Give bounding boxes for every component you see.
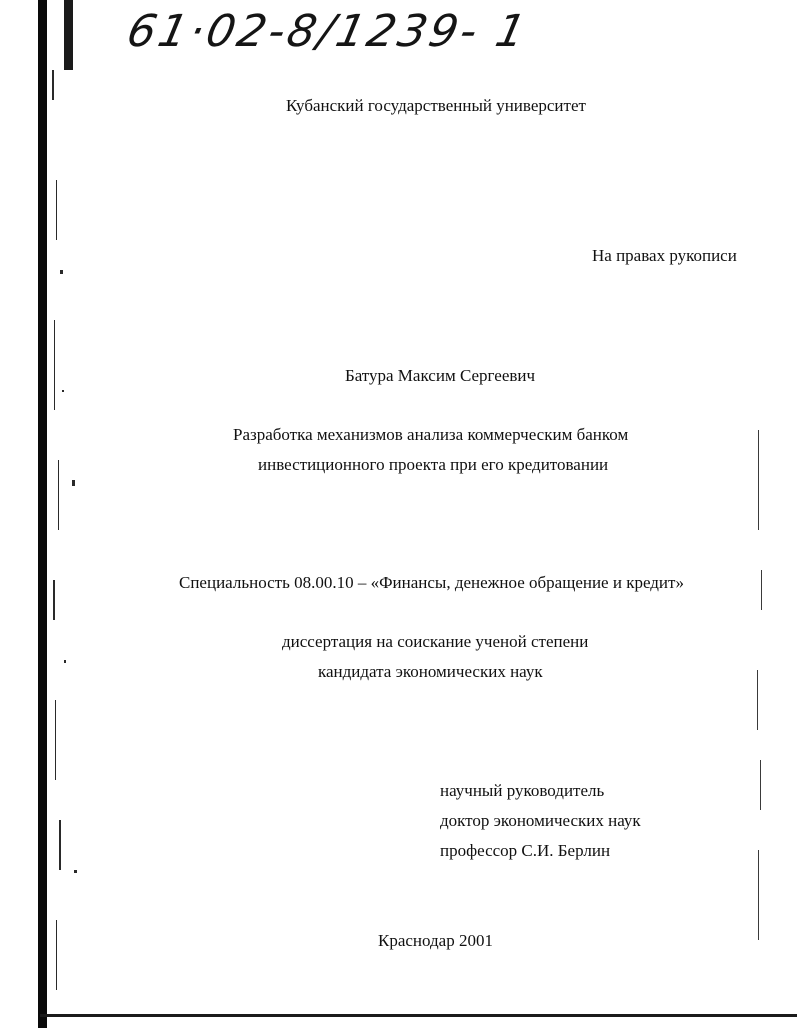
degree-line-1: диссертация на соискание ученой степени	[282, 632, 589, 651]
handwritten-archive-number: 61·02-8/1239- 1	[122, 6, 533, 57]
degree-line-2: кандидата экономических наук	[318, 662, 543, 681]
university-name: Кубанский государственный университет	[286, 96, 586, 115]
scan-noise-right	[752, 430, 772, 990]
scan-bottom-edge	[40, 1014, 797, 1017]
scan-binding-edge	[38, 0, 47, 1028]
rights-note: На правах рукописи	[592, 246, 737, 265]
supervisor-name: профессор С.И. Берлин	[440, 841, 611, 860]
dissertation-title-line-2: инвестиционного проекта при его кредитовании	[258, 455, 609, 474]
specialty: Специальность 08.00.10 – «Финансы, денежное обращение и кредит»	[179, 573, 684, 592]
city-year: Краснодар 2001	[378, 931, 493, 950]
author-name: Батура Максим Сергеевич	[344, 366, 536, 385]
supervisor-degree: доктор экономических наук	[440, 811, 641, 830]
supervisor-role: научный руководитель	[440, 781, 605, 800]
scan-noise-left	[50, 60, 90, 1000]
dissertation-title-line-1: Разработка механизмов анализа коммерческим банком	[233, 425, 629, 444]
